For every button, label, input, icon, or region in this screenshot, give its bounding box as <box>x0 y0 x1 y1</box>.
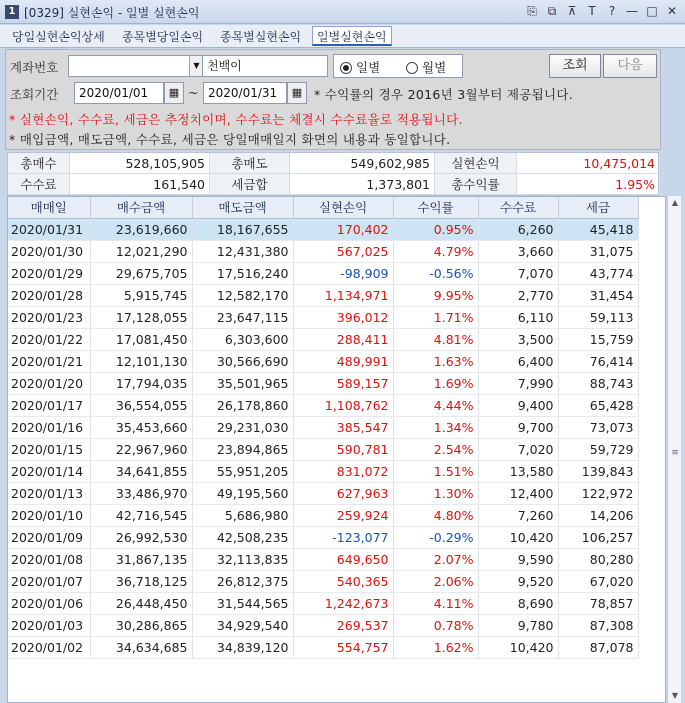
cell-fee: 7,990 <box>478 372 558 394</box>
cell-trade-date: 2020/01/21 <box>8 350 90 372</box>
cell-trade-date: 2020/01/07 <box>8 570 90 592</box>
cell-fee: 9,520 <box>478 570 558 592</box>
table-row[interactable] <box>8 438 638 460</box>
table-row[interactable] <box>8 548 638 570</box>
cell-realized-pnl: 269,537 <box>293 614 393 636</box>
title-bar <box>0 0 685 24</box>
cell-fee: 9,780 <box>478 614 558 636</box>
tab-realized-detail[interactable]: 당일실현손익상세 <box>12 30 105 44</box>
cell-trade-date: 2020/01/13 <box>8 482 90 504</box>
cell-sell-amount: 26,178,860 <box>192 394 293 416</box>
cell-realized-pnl: 1,242,673 <box>293 592 393 614</box>
cell-sell-amount: 6,303,600 <box>192 328 293 350</box>
cell-tax: 59,729 <box>558 438 638 460</box>
cell-return-rate: -0.56% <box>393 262 478 284</box>
cell-realized-pnl: 288,411 <box>293 328 393 350</box>
tab-stock-daily-pnl[interactable]: 종목별당일손익 <box>122 30 204 44</box>
cell-return-rate: 1.30% <box>393 482 478 504</box>
table-row[interactable] <box>8 240 638 262</box>
table-row[interactable] <box>8 394 638 416</box>
cell-return-rate: 2.06% <box>393 570 478 592</box>
pin-icon[interactable]: ⊼ <box>567 4 577 18</box>
cell-realized-pnl: 554,757 <box>293 636 393 658</box>
cell-buy-amount: 26,992,530 <box>90 526 192 548</box>
cell-buy-amount: 23,619,660 <box>90 218 192 240</box>
restore-icon[interactable]: ⧉ <box>547 4 557 18</box>
summary-total-sell-label: 총매도 <box>210 153 290 174</box>
table-row[interactable] <box>8 526 638 548</box>
note-same-as-journal: * 매입금액, 매도금액, 수수료, 세금은 당일매매일지 화면의 내용과 동일합니다. <box>9 132 451 147</box>
tab-daily-realized-pnl[interactable]: 일별실현손익 <box>312 26 392 46</box>
cell-buy-amount: 17,128,055 <box>90 306 192 328</box>
cell-tax: 106,257 <box>558 526 638 548</box>
cell-buy-amount: 30,286,865 <box>90 614 192 636</box>
cell-buy-amount: 36,554,055 <box>90 394 192 416</box>
table-row[interactable] <box>8 262 638 284</box>
cell-trade-date: 2020/01/10 <box>8 504 90 526</box>
chevron-down-icon[interactable]: ▼ <box>189 56 203 76</box>
col-header-tax[interactable]: 세금 <box>558 197 638 218</box>
summary-grid <box>7 152 659 196</box>
close-icon[interactable]: ✕ <box>666 4 678 18</box>
cell-sell-amount: 42,508,235 <box>192 526 293 548</box>
window-number-badge: 1 <box>5 5 19 19</box>
cell-trade-date: 2020/01/20 <box>8 372 90 394</box>
cell-realized-pnl: 259,924 <box>293 504 393 526</box>
cell-return-rate: 1.62% <box>393 636 478 658</box>
cell-realized-pnl: 831,072 <box>293 460 393 482</box>
summary-rate: 1.95% <box>517 174 660 195</box>
cell-realized-pnl: 1,134,971 <box>293 284 393 306</box>
summary-rate-label: 총수익률 <box>435 174 517 195</box>
calendar-to-icon[interactable]: ▦ <box>287 82 307 104</box>
cell-tax: 76,414 <box>558 350 638 372</box>
cell-sell-amount: 12,582,170 <box>192 284 293 306</box>
cell-realized-pnl: 590,781 <box>293 438 393 460</box>
cell-sell-amount: 23,647,115 <box>192 306 293 328</box>
col-header-realized-pnl[interactable]: 실현손익 <box>293 197 393 218</box>
cell-tax: 59,113 <box>558 306 638 328</box>
cell-realized-pnl: 540,365 <box>293 570 393 592</box>
cell-buy-amount: 42,716,545 <box>90 504 192 526</box>
cell-tax: 87,078 <box>558 636 638 658</box>
cell-fee: 6,110 <box>478 306 558 328</box>
summary-fee-label: 수수료 <box>8 174 70 195</box>
cell-fee: 7,260 <box>478 504 558 526</box>
cell-fee: 9,700 <box>478 416 558 438</box>
cell-trade-date: 2020/01/15 <box>8 438 90 460</box>
radio-daily[interactable]: 일별 <box>340 58 380 76</box>
cell-fee: 6,260 <box>478 218 558 240</box>
cell-sell-amount: 26,812,375 <box>192 570 293 592</box>
cell-trade-date: 2020/01/17 <box>8 394 90 416</box>
cell-fee: 10,420 <box>478 636 558 658</box>
table-row[interactable] <box>8 504 638 526</box>
cell-tax: 45,418 <box>558 218 638 240</box>
cell-trade-date: 2020/01/31 <box>8 218 90 240</box>
cell-buy-amount: 33,486,970 <box>90 482 192 504</box>
cell-return-rate: 1.71% <box>393 306 478 328</box>
cell-return-rate: 4.79% <box>393 240 478 262</box>
cell-buy-amount: 29,675,705 <box>90 262 192 284</box>
cell-buy-amount: 26,448,450 <box>90 592 192 614</box>
scroll-grip-icon[interactable]: ≡ <box>671 448 679 458</box>
cell-realized-pnl: 589,157 <box>293 372 393 394</box>
cell-tax: 15,759 <box>558 328 638 350</box>
cell-realized-pnl: -98,909 <box>293 262 393 284</box>
cell-return-rate: -0.29% <box>393 526 478 548</box>
cell-sell-amount: 18,167,655 <box>192 218 293 240</box>
cell-sell-amount: 31,544,565 <box>192 592 293 614</box>
radio-monthly[interactable]: 월별 <box>406 58 446 76</box>
cell-trade-date: 2020/01/28 <box>8 284 90 306</box>
cell-tax: 139,843 <box>558 460 638 482</box>
cell-return-rate: 4.44% <box>393 394 478 416</box>
cell-trade-date: 2020/01/09 <box>8 526 90 548</box>
cell-buy-amount: 12,021,290 <box>90 240 192 262</box>
cell-tax: 80,280 <box>558 548 638 570</box>
radio-daily-dot <box>340 62 352 74</box>
cell-trade-date: 2020/01/03 <box>8 614 90 636</box>
cell-realized-pnl: 385,547 <box>293 416 393 438</box>
cell-return-rate: 1.34% <box>393 416 478 438</box>
table-row[interactable] <box>8 284 638 306</box>
cell-tax: 31,075 <box>558 240 638 262</box>
title-bar-icons <box>525 3 679 19</box>
table-header-row <box>8 197 638 218</box>
cell-return-rate: 0.95% <box>393 218 478 240</box>
cell-sell-amount: 34,929,540 <box>192 614 293 636</box>
cell-buy-amount: 5,915,745 <box>90 284 192 306</box>
cell-trade-date: 2020/01/22 <box>8 328 90 350</box>
col-header-trade-date[interactable]: 매매일 <box>8 197 90 218</box>
account-number-select[interactable] <box>68 55 204 77</box>
date-from-input[interactable]: 2020/01/01 <box>74 82 164 104</box>
note-rate-availability: * 수익률의 경우 2016년 3월부터 제공됩니다. <box>314 87 574 102</box>
help-icon[interactable]: ? <box>608 4 616 18</box>
cell-return-rate: 4.81% <box>393 328 478 350</box>
cell-tax: 31,454 <box>558 284 638 306</box>
cell-sell-amount: 55,951,205 <box>192 460 293 482</box>
cell-fee: 13,580 <box>478 460 558 482</box>
cell-return-rate: 1.51% <box>393 460 478 482</box>
period-label: 조회기간 <box>10 87 59 102</box>
cell-tax: 67,020 <box>558 570 638 592</box>
table-row[interactable] <box>8 218 638 240</box>
cell-trade-date: 2020/01/08 <box>8 548 90 570</box>
cell-tax: 87,308 <box>558 614 638 636</box>
window-title: [0329] 실현손익 - 일별 실현손익 <box>24 6 200 20</box>
query-button[interactable]: 조회 <box>549 54 601 78</box>
table-row[interactable] <box>8 482 638 504</box>
cell-buy-amount: 34,634,685 <box>90 636 192 658</box>
cell-fee: 12,400 <box>478 482 558 504</box>
cell-realized-pnl: 567,025 <box>293 240 393 262</box>
cell-return-rate: 1.63% <box>393 350 478 372</box>
cell-return-rate: 2.07% <box>393 548 478 570</box>
calendar-from-icon[interactable]: ▦ <box>164 82 184 104</box>
cell-fee: 2,770 <box>478 284 558 306</box>
cell-realized-pnl: 396,012 <box>293 306 393 328</box>
summary-tax-label: 세금합 <box>210 174 290 195</box>
tab-bar <box>0 25 685 48</box>
cell-sell-amount: 5,686,980 <box>192 504 293 526</box>
period-type-radio-group <box>333 54 463 78</box>
cell-return-rate: 4.11% <box>393 592 478 614</box>
cell-return-rate: 4.80% <box>393 504 478 526</box>
cell-return-rate: 0.78% <box>393 614 478 636</box>
cell-return-rate: 2.54% <box>393 438 478 460</box>
cell-buy-amount: 34,641,855 <box>90 460 192 482</box>
filter-panel <box>5 49 661 150</box>
cell-trade-date: 2020/01/14 <box>8 460 90 482</box>
table-row[interactable] <box>8 614 638 636</box>
radio-monthly-dot <box>406 62 418 74</box>
cell-sell-amount: 32,113,835 <box>192 548 293 570</box>
cell-realized-pnl: 649,650 <box>293 548 393 570</box>
summary-realized-label: 실현손익 <box>435 153 517 174</box>
cell-buy-amount: 36,718,125 <box>90 570 192 592</box>
cell-sell-amount: 34,839,120 <box>192 636 293 658</box>
cell-sell-amount: 23,894,865 <box>192 438 293 460</box>
cell-buy-amount: 31,867,135 <box>90 548 192 570</box>
cell-tax: 65,428 <box>558 394 638 416</box>
cell-fee: 6,400 <box>478 350 558 372</box>
daily-pnl-table <box>7 196 666 703</box>
cell-tax: 73,073 <box>558 416 638 438</box>
cell-tax: 43,774 <box>558 262 638 284</box>
cell-sell-amount: 17,516,240 <box>192 262 293 284</box>
cell-realized-pnl: 1,108,762 <box>293 394 393 416</box>
date-range-separator: ~ <box>188 85 199 100</box>
table-row[interactable] <box>8 570 638 592</box>
table-row[interactable] <box>8 416 638 438</box>
cell-return-rate: 9.95% <box>393 284 478 306</box>
cell-tax: 88,743 <box>558 372 638 394</box>
font-icon[interactable]: T <box>588 4 596 18</box>
cell-fee: 9,590 <box>478 548 558 570</box>
cell-sell-amount: 12,431,380 <box>192 240 293 262</box>
cell-sell-amount: 29,231,030 <box>192 416 293 438</box>
cell-tax: 14,206 <box>558 504 638 526</box>
cell-buy-amount: 12,101,130 <box>90 350 192 372</box>
cell-fee: 7,020 <box>478 438 558 460</box>
tab-stock-realized-pnl[interactable]: 종목별실현손익 <box>220 30 302 44</box>
table-row[interactable] <box>8 328 638 350</box>
cell-fee: 3,660 <box>478 240 558 262</box>
scroll-down-icon[interactable]: ▼ <box>671 691 679 700</box>
col-header-fee[interactable]: 수수료 <box>478 197 558 218</box>
scroll-up-icon[interactable]: ▲ <box>671 198 679 207</box>
cell-trade-date: 2020/01/30 <box>8 240 90 262</box>
table-row[interactable] <box>8 350 638 372</box>
cell-tax: 78,857 <box>558 592 638 614</box>
cell-trade-date: 2020/01/16 <box>8 416 90 438</box>
account-name-field: 천백이 <box>202 55 328 77</box>
table-row[interactable] <box>8 306 638 328</box>
cell-sell-amount: 49,195,560 <box>192 482 293 504</box>
table-row[interactable] <box>8 636 638 658</box>
cell-fee: 7,070 <box>478 262 558 284</box>
cell-realized-pnl: 170,402 <box>293 218 393 240</box>
cell-fee: 10,420 <box>478 526 558 548</box>
col-header-sell-amount[interactable]: 매도금액 <box>192 197 293 218</box>
maximize-icon[interactable]: □ <box>646 4 658 18</box>
summary-realized: 10,475,014 <box>517 153 660 174</box>
table-row[interactable] <box>8 372 638 394</box>
cell-tax: 122,972 <box>558 482 638 504</box>
cell-buy-amount: 17,081,450 <box>90 328 192 350</box>
cell-realized-pnl: 627,963 <box>293 482 393 504</box>
cell-realized-pnl: -123,077 <box>293 526 393 548</box>
cell-buy-amount: 35,453,660 <box>90 416 192 438</box>
summary-total-buy-label: 총매수 <box>8 153 70 174</box>
cell-trade-date: 2020/01/02 <box>8 636 90 658</box>
table-row[interactable] <box>8 460 638 482</box>
cell-fee: 8,690 <box>478 592 558 614</box>
cell-return-rate: 1.69% <box>393 372 478 394</box>
col-header-buy-amount[interactable]: 매수금액 <box>90 197 192 218</box>
note-estimate: * 실현손익, 수수료, 세금은 추정치이며, 수수료는 체결시 수수료율로 적용됩니다. <box>9 112 463 127</box>
cell-buy-amount: 22,967,960 <box>90 438 192 460</box>
cell-sell-amount: 30,566,690 <box>192 350 293 372</box>
vertical-scrollbar[interactable] <box>667 196 681 703</box>
minimize-icon[interactable]: — <box>626 4 638 18</box>
account-label: 계좌번호 <box>10 60 59 75</box>
cell-fee: 3,500 <box>478 328 558 350</box>
cell-realized-pnl: 489,991 <box>293 350 393 372</box>
summary-total-sell: 549,602,985 <box>290 153 435 174</box>
table-row[interactable] <box>8 592 638 614</box>
cell-trade-date: 2020/01/29 <box>8 262 90 284</box>
cell-sell-amount: 35,501,965 <box>192 372 293 394</box>
summary-tax: 1,373,801 <box>290 174 435 195</box>
cell-buy-amount: 17,794,035 <box>90 372 192 394</box>
cell-trade-date: 2020/01/06 <box>8 592 90 614</box>
link-icon[interactable]: ⎘ <box>527 4 537 18</box>
date-to-input[interactable]: 2020/01/31 <box>203 82 287 104</box>
col-header-return-rate[interactable]: 수익률 <box>393 197 478 218</box>
summary-fee: 161,540 <box>70 174 210 195</box>
next-button[interactable]: 다음 <box>603 54 657 78</box>
summary-total-buy: 528,105,905 <box>70 153 210 174</box>
cell-trade-date: 2020/01/23 <box>8 306 90 328</box>
cell-fee: 9,400 <box>478 394 558 416</box>
